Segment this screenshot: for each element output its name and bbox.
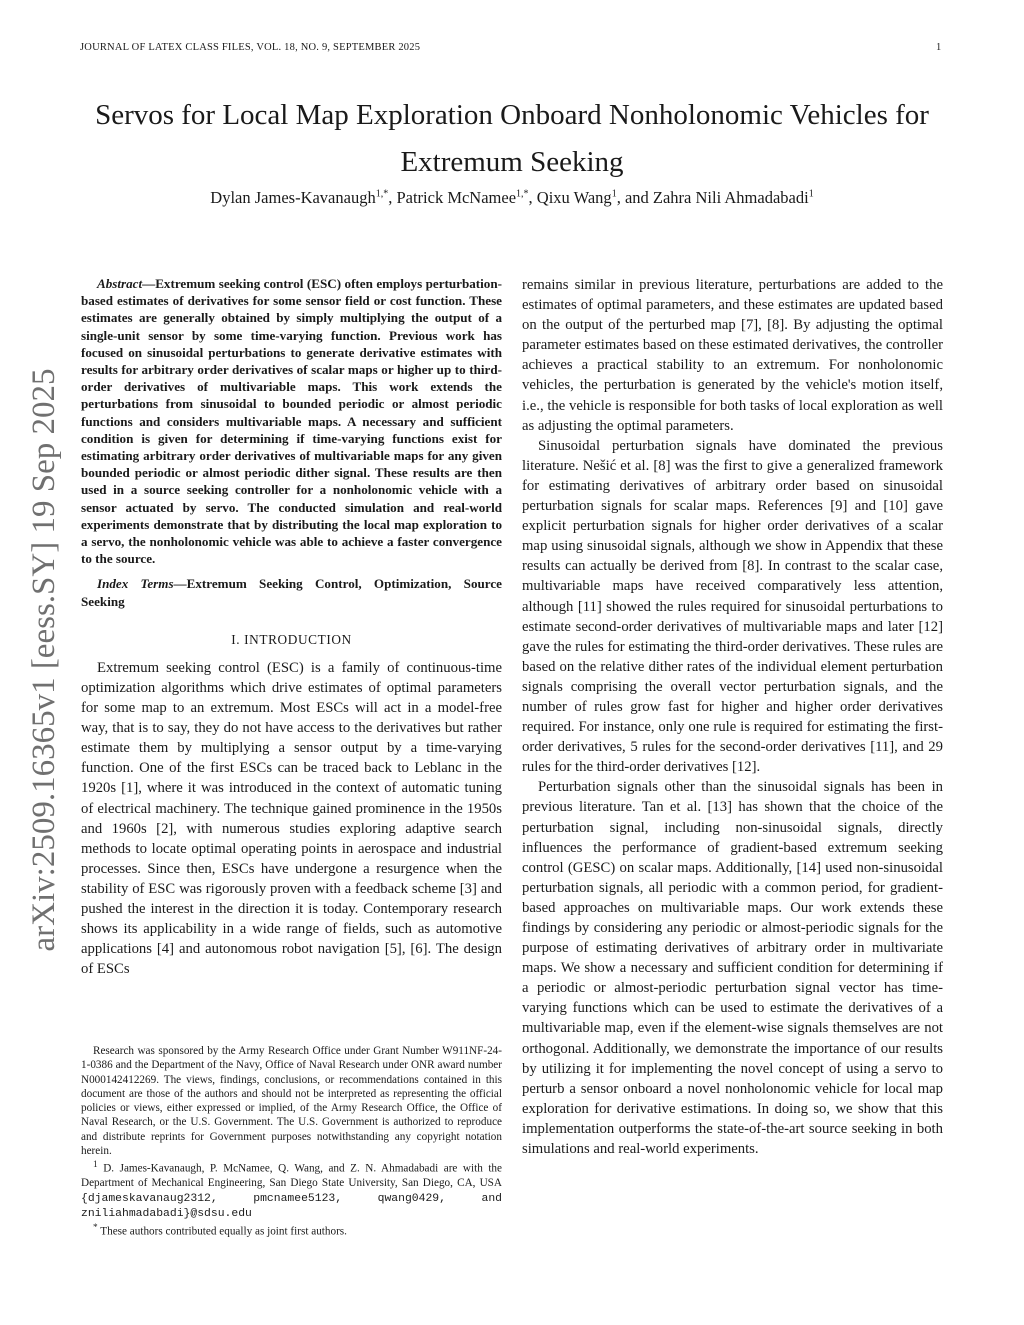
- equal-contribution-text: These authors contributed equally as joint first authors.: [97, 1226, 347, 1239]
- footnote-mark: *: [93, 1223, 98, 1234]
- body-paragraph: Extremum seeking control (ESC) is a family of continuous-time optimization algorithms which drive estimates of optimal parameters for some map to an extremum. Most ESCs will act in a model-free way, that is to say, they do not have access to the derivatives but rather estimate them by multiplying a sensor output by a time-varying function. One of the first ESCs can be traced back to Leblanc in the 1920s [1], where it was introduced in the context of automatic tuning of electrical machinery. The technique gained prominence in the 1950s and 1960s [2], with numerous studies exploring adaptive search methods to locate optimal operating points in aerospace and industrial processes. Since then, ESCs have undergone a resurgence when the stability of ESC was rigorously proven with a feedback scheme [3] and pushed the interest in the direction it is today. Contemporary research shows its applicability in a wide range of fields, such as automotive applications [4] and autonomous robot navigation [5], [6]. The design of ESCs: [81, 659, 502, 978]
- page-number: 1: [936, 42, 942, 53]
- section-heading: I. INTRODUCTION: [231, 631, 352, 647]
- arxiv-identifier: arXiv:2509.16365v1 [eess.SY] 19 Sep 2025: [26, 368, 62, 952]
- affiliation-footnote: [81, 1158, 502, 1221]
- author-separator: , and: [616, 188, 653, 207]
- author-name: Zahra Nili Ahmadabadi: [652, 188, 809, 207]
- author-affiliation-mark: 1,*: [375, 188, 389, 200]
- author-affiliation-mark: 1: [611, 188, 617, 200]
- funding-footnote: Research was sponsored by the Army Research Office under Grant Number W911NF-24-1-0386 and the Department of the Navy, Office of Naval Research under ONR award number N000142412269. The views, findings, conclusions, or recommendations contained in this document are those of the authors and should not be interpreted as representing the official policies or views, either expressed or implied, of the Army Research Office, the Office of Naval Research, or the U.S. Government. The U.S. Government is authorized to reproduce and distribute reprints for Government purposes notwithstanding any copyright notation herein.: [81, 1045, 502, 1158]
- author-separator: ,: [388, 188, 397, 207]
- index-terms-text: —Extremum Seeking Control, Optimization, Source Seeking: [81, 576, 502, 609]
- body-paragraph: remains similar in previous literature, perturbations are added to the estimates of optimal parameters, and these estimates are updated based on the output of the perturbed map [7], [8]. By adjusting the optimal parameter estimates based on these estimated derivatives, the controller achieves a practical stability to an extremum. For nonholonomic vehicles, the perturbation is generated by the vehicle's motion itself, i.e., the vehicle is responsible for both tasks of local exploration as well as adjusting the optimal parameters.: [522, 277, 943, 434]
- author-affiliation-mark: 1,*: [516, 188, 529, 200]
- left-column: [81, 275, 502, 979]
- abstract: [81, 275, 502, 567]
- footnotes: [81, 1044, 502, 1239]
- index-terms-lead: Index Terms: [97, 576, 174, 592]
- author-name: Qixu Wang: [536, 188, 612, 207]
- author-emails: {djameskavanaug2312, pmcnamee5123, qwang0429, and zniliahmadabadi}@sdsu.edu: [81, 1192, 502, 1220]
- author-affiliation-mark: 1: [808, 188, 814, 200]
- abstract-lead: Abstract: [97, 276, 143, 291]
- author-separator: ,: [528, 188, 537, 207]
- author-list: [80, 188, 944, 208]
- equal-contribution-footnote: [81, 1221, 502, 1239]
- abstract-text: —Extremum seeking control (ESC) often employs perturbation-based estimates of derivatives for some sensor field or cost function. These estimates are generally obtained by simply multiplying the output of a single-unit sensor by some time-varying function. Previous work has focused on sinusoidal perturbations to generate derivative estimates with results for arbitrary order derivatives of scalar maps or higher up to third-order derivatives of multivariable maps. This work extends the perturbations from sinusoidal to bounded periodic or almost periodic functions and considers multivariable maps. A necessary and sufficient condition is given for determining if time-varying functions exist for estimating arbitrary order derivatives of multivariable maps for any given bounded periodic or almost periodic dither signal. These results are then used in a source seeking controller for a nonholonomic vehicle with a sensor actuated by servo. The conducted simulation and real-world experiments demonstrate that by distributing the local map exploration to a servo, the nonholonomic vehicle was able to achieve a faster convergence to the source.: [81, 276, 502, 567]
- author-name: Patrick McNamee: [396, 188, 517, 207]
- right-column: [522, 275, 943, 1159]
- affiliation-text: D. James-Kavanaugh, P. McNamee, Q. Wang, and Z. N. Ahmadabadi are with the Department of Mechanical Engineering, San Diego State University, San Diego, CA, USA: [81, 1163, 502, 1190]
- body-paragraph: Perturbation signals other than the sinusoidal signals has been in previous literature. Tan et al. [13] has shown that the choice of the perturbation signal, including non-sinusoidal signals, directly influences the performance of gradient-based extremum seeking control (GESC) on scalar maps. Additionally, [14] used non-sinusoidal perturbation signals, all periodic with a common period, for gradient-based approaches on multivariable maps. Our work extends these findings by considering any periodic or almost-periodic signals for the purpose of estimating derivatives of arbitrary order in multivariate maps. We show a necessary and sufficient condition for determining if a periodic or almost-periodic perturbation signal vector has time-varying functions which can be used to estimate the derivatives of a multivariable map, even if the element-wise signals themselves are not orthogonal. Additionally, we demonstrate the importance of our results by utilizing it for implementing the novel concept of using a servo to perturb a sensor onboard a novel nonholonomic vehicle for local map exploration for derivative estimations. In doing so, we show that this implementation outperforms the state-of-the-art source seeking in both simulations and real-world experiments.: [522, 779, 943, 1158]
- body-paragraph: Sinusoidal perturbation signals have dominated the previous literature. Nešić et al. [8] was the first to give a generalized framework for estimating derivatives of arbitrary order based on sinusoidal perturbation signals for scalar maps. References [9] and [10] gave explicit perturbation signals for higher order derivatives of a scalar map using sinusoidal signals, although we show in Appendix that these results can actually be derived from [8]. In contrast to the scalar case, multivariable maps have received comparatively less attention, although [11] showed the rules required for sinusoidal perturbations to estimate second-order derivatives of multivariable maps and later [12] gave the rules for estimating the third-order derivatives. These rules are based on the relative dither rates of the individual element perturbation signals comprising the overall vector perturbation signals, and the number of rules grow fast for higher and higher order derivatives required. For instance, only one rule is required for estimating the first-order derivatives, 5 rules for the second-order derivatives [11], and 29 rules for the third-order derivatives [12].: [522, 437, 943, 776]
- paper-title: Servos for Local Map Exploration Onboard Nonholonomic Vehicles for Extremum Seeking: [95, 99, 929, 178]
- running-head: JOURNAL OF LATEX CLASS FILES, VOL. 18, NO. 9, SEPTEMBER 2025: [80, 42, 421, 53]
- author-name: Dylan James-Kavanaugh: [210, 188, 376, 207]
- footnote-mark: 1: [93, 1160, 98, 1171]
- index-terms: [81, 575, 502, 609]
